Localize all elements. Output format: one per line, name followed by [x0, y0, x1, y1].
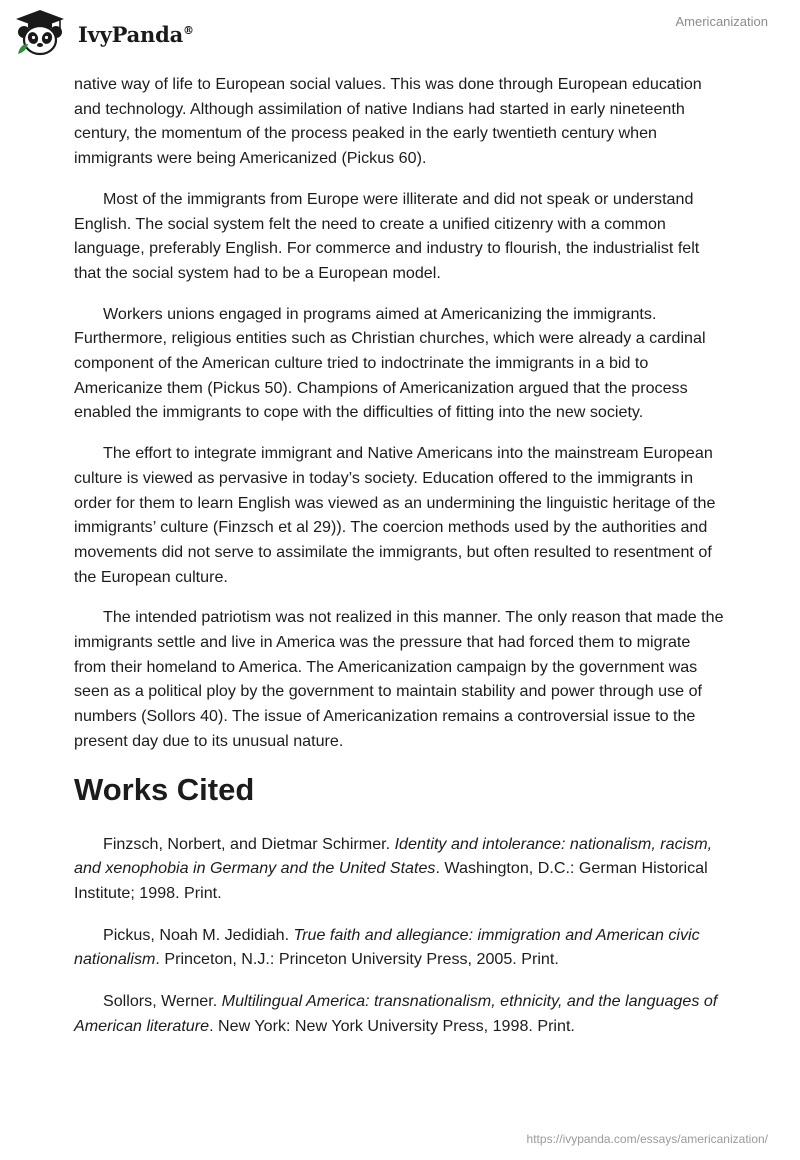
citation-title: True faith and allegiance: immigration and American civic nationalism	[74, 925, 700, 969]
citation-author: Finzsch, Norbert, and Dietmar Schirmer.	[103, 834, 395, 853]
works-cited-heading: Works Cited	[74, 771, 255, 807]
essay-content	[74, 72, 726, 1056]
paragraph: The intended patriotism was not realized in this manner. The only reason that made the immigrants settle and live in America was the pressure that had forced them to migrate from their homeland to America. The Americanization campaign by the government was seen as a political ploy by the government to maintain stability and power through use of numbers (Sollors 40). The issue of Americanization remains a controversial issue to the present day due to its unusual nature.	[74, 608, 724, 750]
paragraph: Most of the immigrants from Europe were illiterate and did not speak or understand English. The social system felt the need to create a unified citizenry with a common language, preferably English. For commerce and industry to flourish, the industrialist felt that the social system had to be a European model.	[74, 189, 700, 282]
source-url-link[interactable]: https://ivypanda.com/essays/americanization/	[526, 1132, 768, 1146]
citation-author: Pickus, Noah M. Jedidiah.	[103, 925, 294, 944]
citation-publication: . New York: New York University Press, 1998. Print.	[209, 1016, 575, 1035]
page-header	[0, 0, 800, 64]
citation-publication: . Washington, D.C.: German Historical Institute; 1998. Print.	[74, 859, 708, 902]
brand-name: IvyPanda®	[78, 22, 194, 47]
document-title: Americanization	[675, 14, 768, 29]
citation-publication: . Princeton, N.J.: Princeton University Press, 2005. Print.	[155, 950, 559, 969]
paragraph: The effort to integrate immigrant and Native Americans into the mainstream European culture is viewed as pervasive in today’s society. Education offered to the immigrants in order for them to learn English was viewed as an undermining the linguistic heritage of the immigrants’ culture (Finzsch et al 29)). The coercion methods used by the authorities and movements did not serve to assimilate the immigrants, but often resulted to resentment of the European culture.	[74, 444, 716, 586]
panda-graduate-icon	[14, 8, 66, 56]
paragraph: native way of life to European social values. This was done through European education and technology. Although assimilation of native Indians had started in early nineteenth century, the momentum of the process peaked in the early twentieth century when immigrants were being Americanized (Pickus 60).	[74, 75, 702, 168]
ivypanda-logo[interactable]	[14, 8, 194, 56]
citation-title: Multilingual America: transnationalism, ethnicity, and the languages of American literature	[74, 992, 718, 1035]
citation-entry	[74, 923, 726, 972]
citation-entry	[74, 989, 726, 1038]
citation-title: Identity and intolerance: nationalism, racism, and xenophobia in Germany and the United States	[74, 834, 713, 878]
citation-author: Sollors, Werner.	[103, 992, 222, 1011]
citation-entry	[74, 832, 726, 906]
paragraph: Workers unions engaged in programs aimed at Americanizing the immigrants. Furthermore, religious entities such as Christian churches, which were already a cardinal component of the American culture tried to indoctrinate the immigrants in a bid to Americanize them (Pickus 50). Champions of Americanization argued that the process enabled the immigrants to cope with the difficulties of fitting into the new society.	[74, 304, 706, 422]
